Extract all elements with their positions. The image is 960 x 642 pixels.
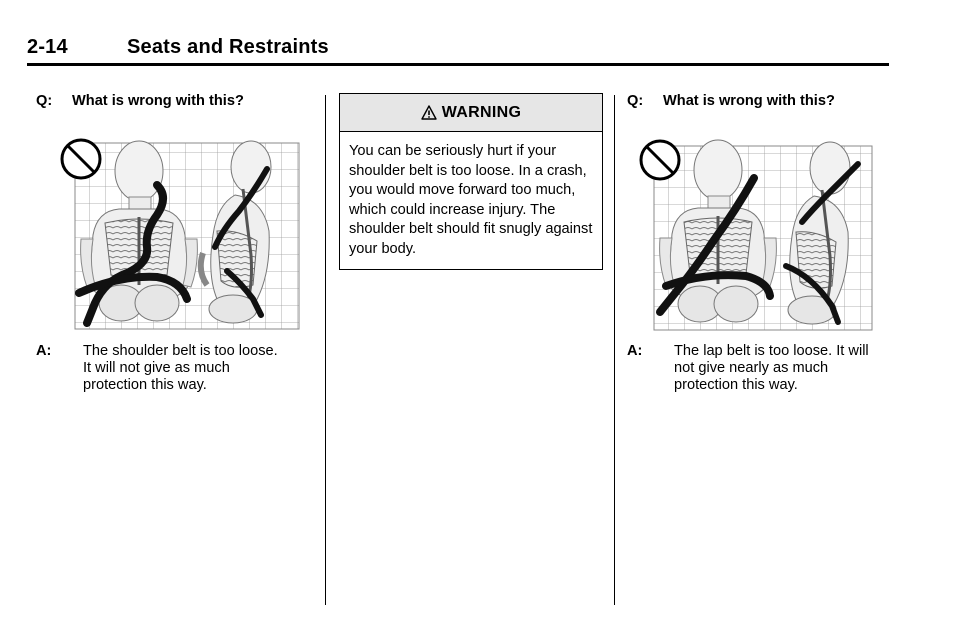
warning-text: You can be seriously hurt if your shoulder belt is too loose. In a crash, you would move forward too much, which could increase injury. The shoulder belt should fit snugly against your body. <box>349 143 593 257</box>
warning-box <box>339 93 603 270</box>
warning-header <box>340 94 602 132</box>
left-question: Q: What is wrong with this? <box>36 93 244 109</box>
right-question: Q: What is wrong with this? <box>627 93 835 109</box>
page-number: 2-14 <box>27 36 68 58</box>
illustration-loose-shoulder-belt <box>57 135 301 333</box>
column-divider-right <box>614 95 615 605</box>
prohibition-icon <box>62 140 100 178</box>
warning-triangle-icon <box>421 105 437 121</box>
right-answer-block <box>627 343 897 395</box>
header-rule <box>27 63 889 66</box>
page-header <box>27 36 889 64</box>
right-question-block <box>627 93 897 110</box>
left-question-block <box>36 93 318 110</box>
section-title: Seats and Restraints <box>127 36 329 58</box>
left-answer: A: The shoulder belt is too loose. It will not give as much protection this way. <box>36 343 278 394</box>
column-divider-left <box>325 95 326 605</box>
prohibition-icon <box>641 141 679 179</box>
left-answer-block <box>36 343 318 395</box>
right-answer: A: The lap belt is too loose. It will not give nearly as much protection this way. <box>627 343 869 394</box>
warning-title: WARNING <box>441 103 522 121</box>
illustration-loose-lap-belt <box>636 136 876 332</box>
